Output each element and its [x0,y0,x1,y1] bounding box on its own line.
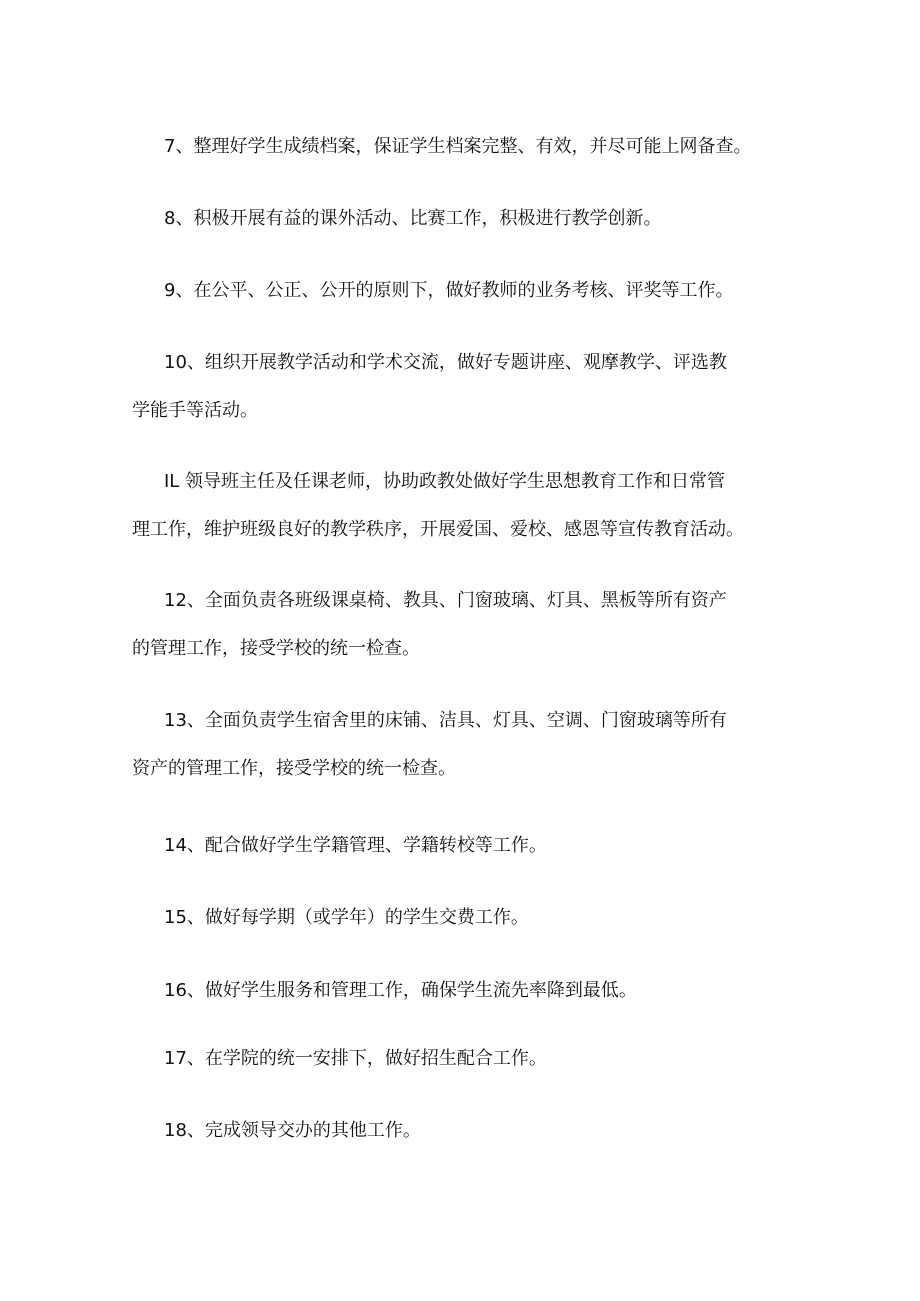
item-line-continuation: 资产的管理工作，接受学校的统一检查。 [132,758,456,779]
item-line-continuation: 学能手等活动。 [132,400,258,421]
item-line: 13、全面负责学生宿舍里的床铺、洁具、灯具、空调、门窗玻璃等所有 [164,710,727,731]
item-line: 18、完成领导交办的其他工作。 [164,1120,421,1141]
item-line: 8、积极开展有益的课外活动、比赛工作，积极进行教学创新。 [164,208,662,229]
item-line-continuation: 理工作，维护班级良好的教学秩序，开展爱国、爱校、感恩等宣传教育活动。 [132,519,744,540]
item-line: 12、全面负责各班级课桌椅、教具、门窗玻璃、灯具、黑板等所有资产 [164,590,727,611]
item-line: 10、组织开展教学活动和学术交流，做好专题讲座、观摩教学、评选教 [164,352,727,373]
item-line: IL 领导班主任及任课老师，协助政教处做好学生思想教育工作和日常管 [164,471,726,492]
list-item-13 [132,697,804,793]
list-item-14 [164,822,804,870]
list-item-16 [164,967,804,1015]
item-line: 14、配合做好学生学籍管理、学籍转校等工作。 [164,835,547,856]
item-line-continuation: 的管理工作，接受学校的统一检查。 [132,638,420,659]
list-item-17 [164,1035,804,1083]
list-item-9 [164,267,804,315]
item-line: 15、做好每学期（或学年）的学生交费工作。 [164,907,529,928]
item-line: 17、在学院的统一安排下，做好招生配合工作。 [164,1048,547,1069]
list-item-10 [132,339,804,435]
list-item-11 [132,458,804,554]
item-line: 16、做好学生服务和管理工作，确保学生流先率降到最低。 [164,980,637,1001]
item-line: 9、在公平、公正、公开的原则下，做好教师的业务考核、评奖等工作。 [164,280,734,301]
list-item-7 [164,123,804,171]
list-item-12 [132,577,804,673]
item-line: 7、整理好学生成绩档案，保证学生档案完整、有效，并尽可能上网备查。 [164,136,752,157]
list-item-15 [164,894,804,942]
list-item-18 [164,1107,804,1155]
list-item-8 [164,195,804,243]
